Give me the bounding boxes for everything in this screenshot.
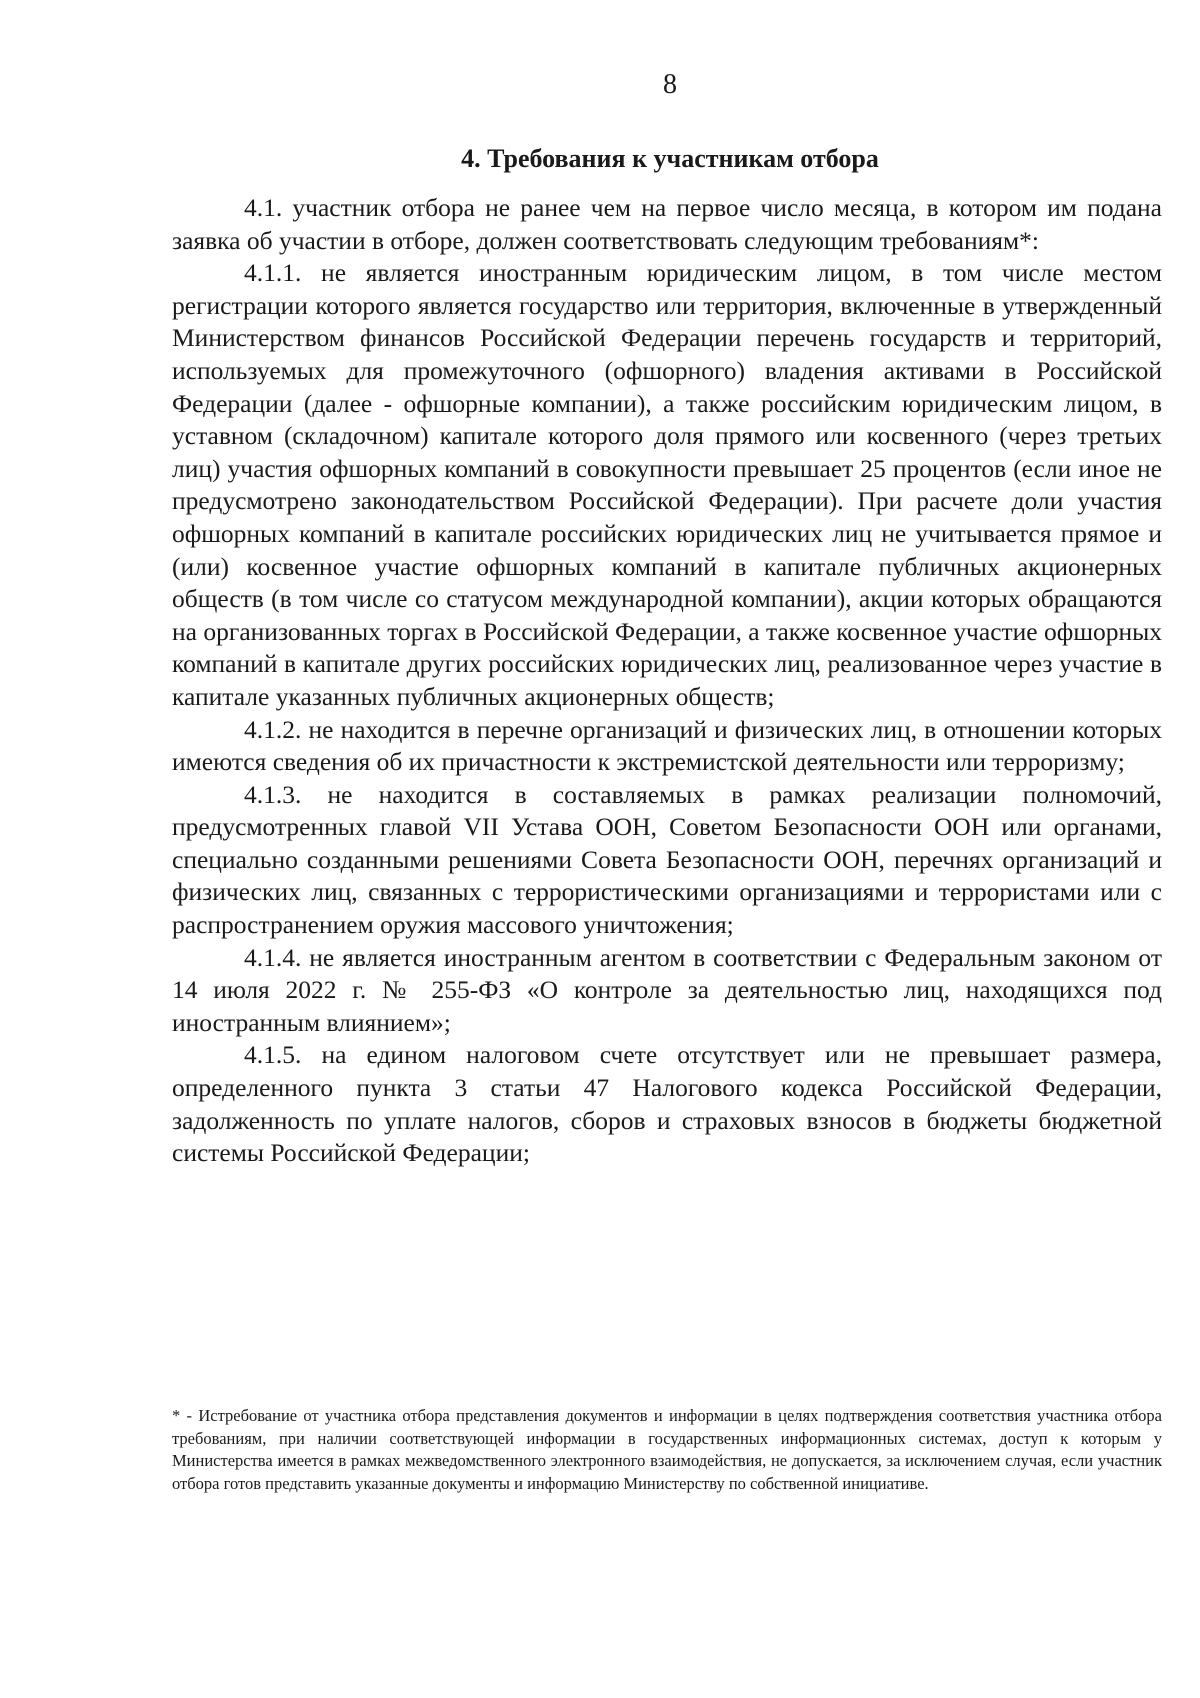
paragraph-4-1-2: 4.1.2. не находится в перечне организаций и физических лиц, в отношении которых имеются сведения об их причастности к экстремистской деятельности или терроризму; [172,714,1162,777]
paragraph-4-1-5: 4.1.5. на едином налоговом счете отсутствует или не превышает размера, определенного пункта 3 статьи 47 Налогового кодекса Российской Федерации, задолженность по уплате налогов, сборов и страховых взносов в бюджеты бюджетной системы Российской Федерации; [172,1040,1162,1168]
paragraph-4-1-3: 4.1.3. не находится в составляемых в рамках реализации полномочий, предусмотренных главой VII Устава ООН, Советом Безопасности ООН или органами, специально созданными решениями Совета Безопасности ООН, перечнях организаций и физических лиц, связанных с террористическими организациями и террористами или с распространением оружия массового уничтожения; [172,779,1162,940]
paragraph-4-1-1: 4.1.1. не является иностранным юридическим лицом, в том числе местом регистрации которого является государство или территория, включенные в утвержденный Министерством финансов Российской Федерации перечень государств и территорий, используемых для промежуточного (офшорного) владения активами в Российской Федерации (далее - офшорные компании), а также российским юридическим лицом, в уставном (складочном) капитале которого доля прямого или косвенного (через третьих лиц) участия офшорных компаний в совокупности превышает 25 процентов (если иное не предусмотрено законодательством Российской Федерации). При расчете доли участия офшорных компаний в капитале российских юридических лиц не учитывается прямое и (или) косвенное участие офшорных компаний в капитале публичных акционерных обществ (в том числе со статусом международной компании), акции которых обращаются на организованных торгах в Российской Федерации, а также косвенное участие офшорных компаний в капитале других российских юридических лиц, реализованное через участие в капитале указанных публичных акционерных обществ; [172,258,1162,711]
page-number: 8 [663,69,677,100]
footnote-text: * - Истребование от участника отбора представления документов и информации в целях подтверждения соответствия участника отбора требованиям, при наличии соответствующей информации в государственных информационных системах, доступ к которым у Министерства имеется в рамках межведомственного электронного взаимодействия, не допускается, за исключением случая, если участник отбора готов представить указанные документы и информацию Министерству по собственной инициативе. [172,1406,1162,1493]
paragraph-4-1-4: 4.1.4. не является иностранным агентом в соответствии с Федеральным законом от 14 июля 2022 г. № 255-ФЗ «О контроле за деятельностью лиц, находящихся под иностранным влиянием»; [172,942,1162,1037]
paragraph-4-1: 4.1. участник отбора не ранее чем на первое число месяца, в котором им подана заявка об участии в отборе, должен соответствовать следующим требованиям*: [172,193,1162,255]
section-heading: 4. Требования к участникам отбора [461,144,879,173]
footnote [172,1405,1162,1495]
document-body [172,192,1162,1170]
